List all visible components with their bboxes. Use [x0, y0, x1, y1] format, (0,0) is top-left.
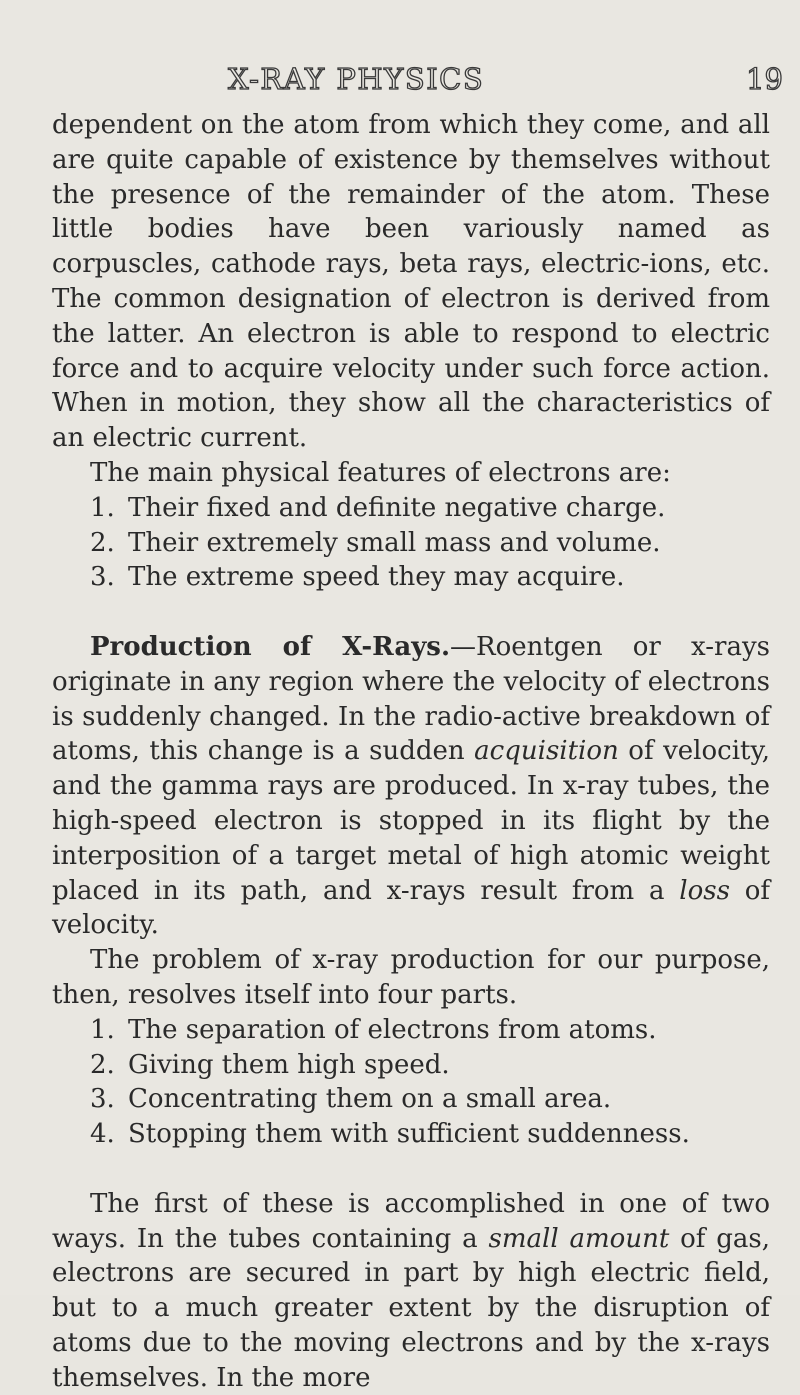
last-text-2: of gas, electrons are secured in part by high electric field, but to a much greater extent by the disruption of atoms due to the moving electrons and by the x-rays themselves. In the more — [52, 1223, 771, 1393]
list-item — [90, 560, 770, 595]
list-item — [90, 491, 770, 526]
list-item-text: The extreme speed they may acquire. — [128, 562, 625, 593]
list-item-text: Their extremely small mass and volume. — [128, 527, 661, 558]
section-heading: Production of X-Rays. — [90, 631, 450, 662]
paragraph-production — [52, 630, 770, 943]
list-item-number: 3. — [90, 1084, 115, 1115]
production-text-1: —Roentgen or x-rays originate in any region where the velocity of electrons is suddenly changed. In the radio-active breakdown of atoms, this change is a sudden — [52, 631, 770, 767]
list-item — [90, 526, 770, 561]
list-item-number: 4. — [90, 1119, 115, 1150]
list-item-number: 2. — [90, 1049, 115, 1080]
list-item — [90, 1013, 770, 1048]
production-text-3: of velocity. — [52, 875, 771, 941]
production-text-2: of velocity, and the gamma rays are produced. In x-ray tubes, the high-speed electron is stopped in its flight by the interposition of a target metal of high atomic weight placed in its path, and x-rays result from a — [52, 736, 770, 906]
paragraph-problem: The problem of x-ray production for our purpose, then, resolves itself into four parts. — [52, 945, 770, 1010]
section-spacer — [52, 1152, 770, 1187]
paragraph-features-intro: The main physical features of electrons are: — [90, 457, 671, 488]
list-item-text: Their fixed and definite negative charge. — [128, 492, 666, 523]
paragraph-electrons-intro: dependent on the atom from which they come, and all are quite capable of existence by themselves without the presence of the remainder of the atom. These little bodies have been variously named as corpuscles, cathode rays, beta rays, electric-ions, etc. The common designation of electron is derived from the latter. An electron is able to respond to electric force and to acquire velocity under such force action. When in motion, they show all the characteristics of an electric current. — [52, 110, 770, 454]
list-item — [90, 1082, 770, 1117]
emphasis-small-amount: small amount — [488, 1223, 670, 1254]
production-parts-list — [52, 1013, 770, 1152]
list-item-text: Giving them high speed. — [128, 1049, 450, 1080]
running-title: X-RAY PHYSICS — [228, 62, 485, 96]
page-body — [52, 108, 770, 1395]
last-text-1: The first of these is accomplished in one of two ways. In the tubes containing a — [52, 1188, 770, 1254]
list-item — [90, 1048, 770, 1083]
list-item-text: The separation of electrons from atoms. — [128, 1014, 657, 1045]
emphasis-acquisition: acquisition — [474, 736, 619, 767]
list-item-number: 1. — [90, 492, 115, 523]
page-number: 19 — [746, 62, 783, 96]
list-item-number: 2. — [90, 527, 115, 558]
list-item-number: 1. — [90, 1014, 115, 1045]
running-header — [0, 62, 800, 102]
paragraph-first-ways — [52, 1187, 770, 1395]
list-item-text: Stopping them with sufficient suddenness. — [128, 1119, 690, 1150]
electron-features-list — [52, 491, 770, 595]
list-item — [90, 1117, 770, 1152]
list-item-text: Concentrating them on a small area. — [128, 1084, 612, 1115]
emphasis-loss: loss — [679, 875, 730, 906]
section-spacer — [52, 595, 770, 630]
list-item-number: 3. — [90, 562, 115, 593]
